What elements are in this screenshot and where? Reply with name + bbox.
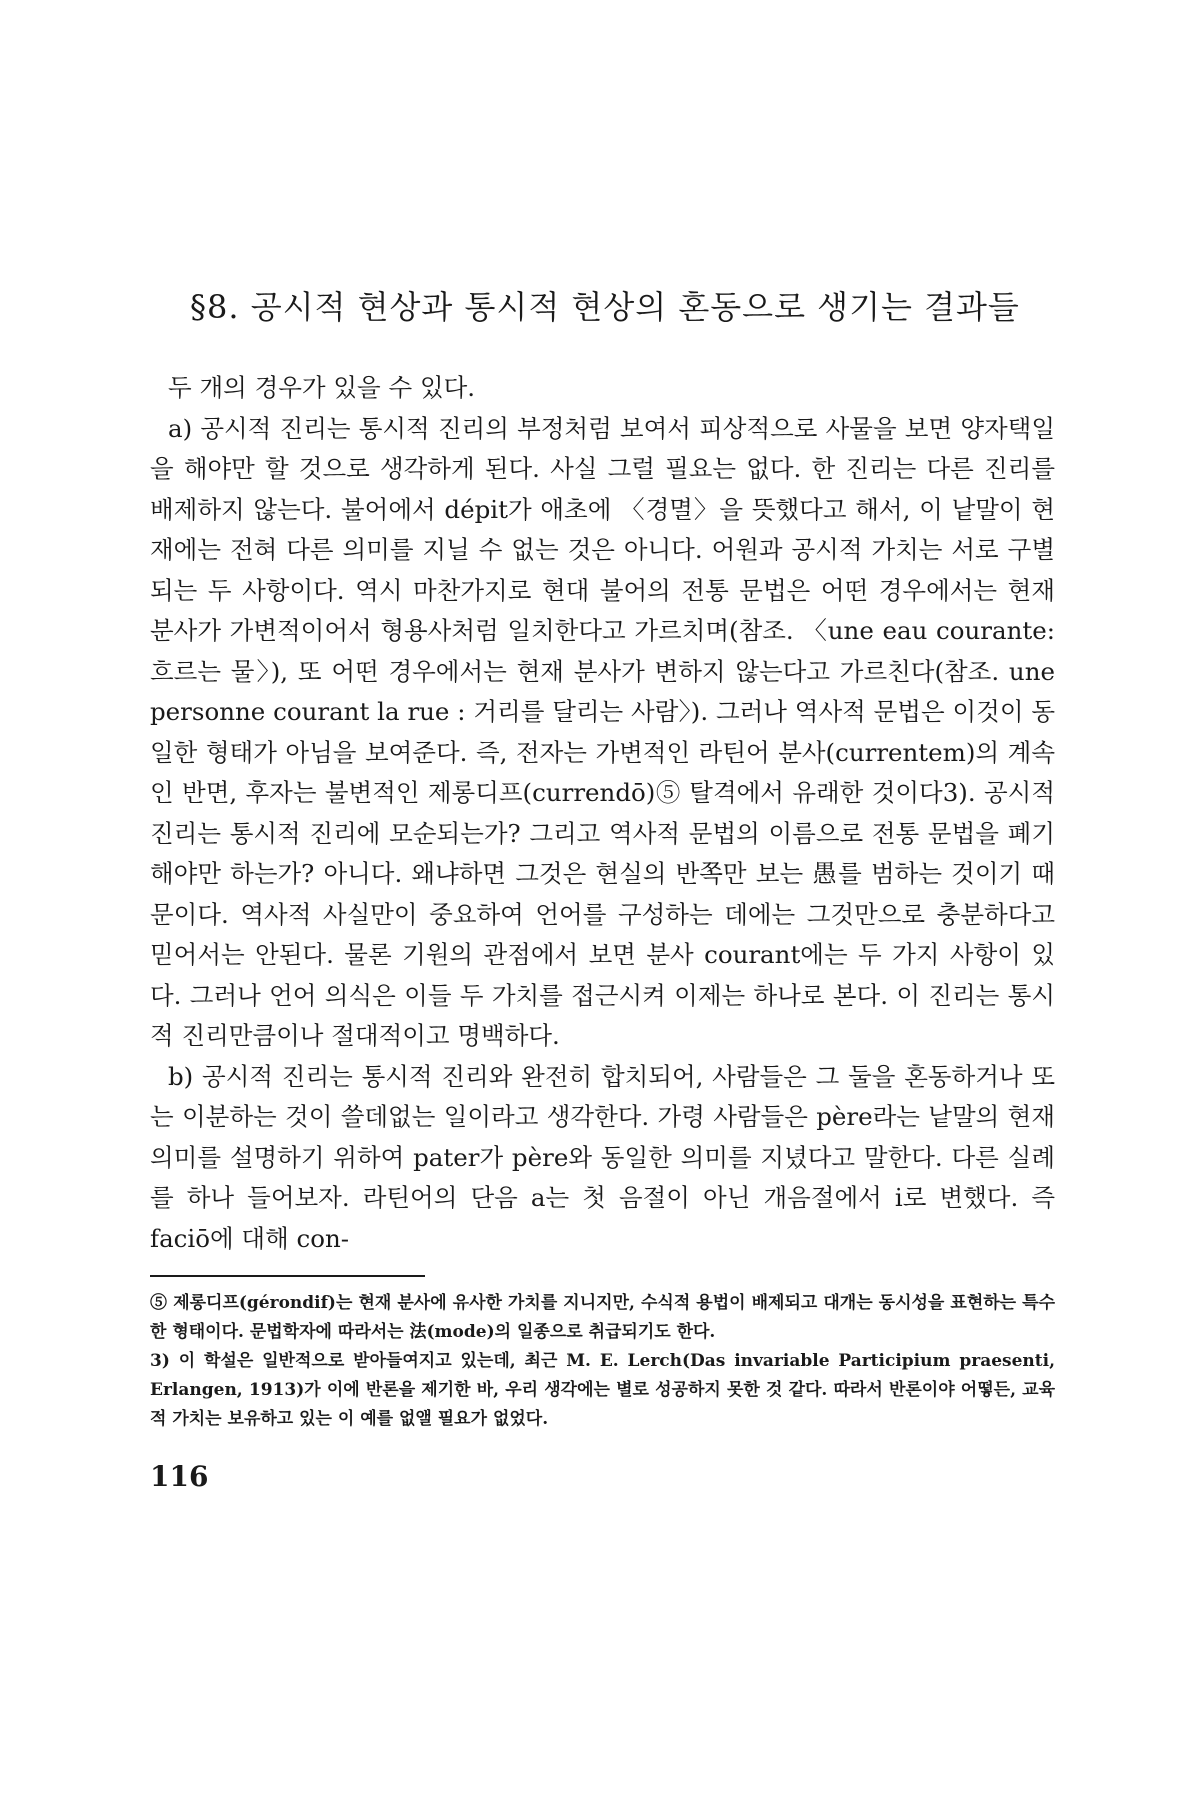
footnote-5: ⑤ 제롱디프(gérondif)는 현재 분사에 유사한 가치를 지니지만, 수식적 용법이 배제되고 대개는 동시성을 표현하는 특수한 형태이다. 문법학자에 따라서는 法(mode)의 일종으로 취급되기도 한다.: [150, 1293, 1055, 1342]
footnote-3: 3) 이 학설은 일반적으로 받아들여지고 있는데, 최근 M. E. Lerch(Das invariable Participium praesenti, Erlangen, 1913)가 이에 반론을 제기한 바, 우리 생각에는 별로 성공하지 못한 것 같다. 따라서 반론이야 어떻든, 교육적 가치는 보유하고 있는 이 예를 없앨 필요가 없었다.: [150, 1351, 1055, 1429]
paragraph-b: b) 공시적 진리는 통시적 진리와 완전히 합치되어, 사람들은 그 둘을 혼동하거나 또는 이분하는 것이 쓸데없는 일이라고 생각한다. 가령 사람들은 père라는 낱말의 현재 의미를 설명하기 위하여 pater가 père와 동일한 의미를 지녔다고 말한다. 다른 실례를 하나 들어보자. 라틴어의 단음 a는 첫 음절이 아닌 개음절에서 i로 변했다. 즉 faciō에 대해 con-: [150, 1061, 1055, 1253]
paragraph-a: a) 공시적 진리는 통시적 진리의 부정처럼 보여서 피상적으로 사물을 보면 양자택일을 해야만 할 것으로 생각하게 된다. 사실 그럴 필요는 없다. 한 진리는 다른 진리를 배제하지 않는다. 불어에서 dépit가 애초에 〈경멸〉을 뜻했다고 해서, 이 낱말이 현재에는 전혀 다른 의미를 지닐 수 없는 것은 아니다. 어원과 공시적 가치는 서로 구별되는 두 사항이다. 역시 마찬가지로 현대 불어의 전통 문법은 어떤 경우에서는 현재 분사가 가변적이어서 형용사처럼 일치한다고 가르치며(참조. 〈une eau courante: 흐르는 물〉), 또 어떤 경우에서는 현재 분사가 변하지 않는다고 가르친다(참조. une personne courant la rue : 거리를 달리는 사람〉). 그러나 역사적 문법은 이것이 동일한 형태가 아님을 보여준다. 즉, 전자는 가변적인 라틴어 분사(currentem)의 계속인 반면, 후자는 불변적인 제롱디프(currendō)⑤ 탈격에서 유래한 것이다3). 공시적 진리는 통시적 진리에 모순되는가? 그리고 역사적 문법의 이름으로 전통 문법을 폐기해야만 하는가? 아니다. 왜냐하면 그것은 현실의 반쪽만 보는 愚를 범하는 것이기 때문이다. 역사적 사실만이 중요하여 언어를 구성하는 데에는 그것만으로 충분하다고 믿어서는 안된다. 물론 기원의 관점에서 보면 분사 courant에는 두 가지 사항이 있다. 그러나 언어 의식은 이들 두 가치를 접근시켜 이제는 하나로 본다. 이 진리는 통시적 진리만큼이나 절대적이고 명백하다.: [150, 413, 1055, 1050]
intro-paragraph: 두 개의 경우가 있을 수 있다.: [168, 373, 476, 402]
body-text: [150, 368, 1055, 1259]
section-heading: §8. 공시적 현상과 통시적 현상의 혼동으로 생기는 결과들: [190, 288, 1020, 326]
footnotes: [150, 1281, 1055, 1491]
footnote-divider: [150, 1275, 425, 1277]
page-number: 116: [150, 1460, 209, 1493]
